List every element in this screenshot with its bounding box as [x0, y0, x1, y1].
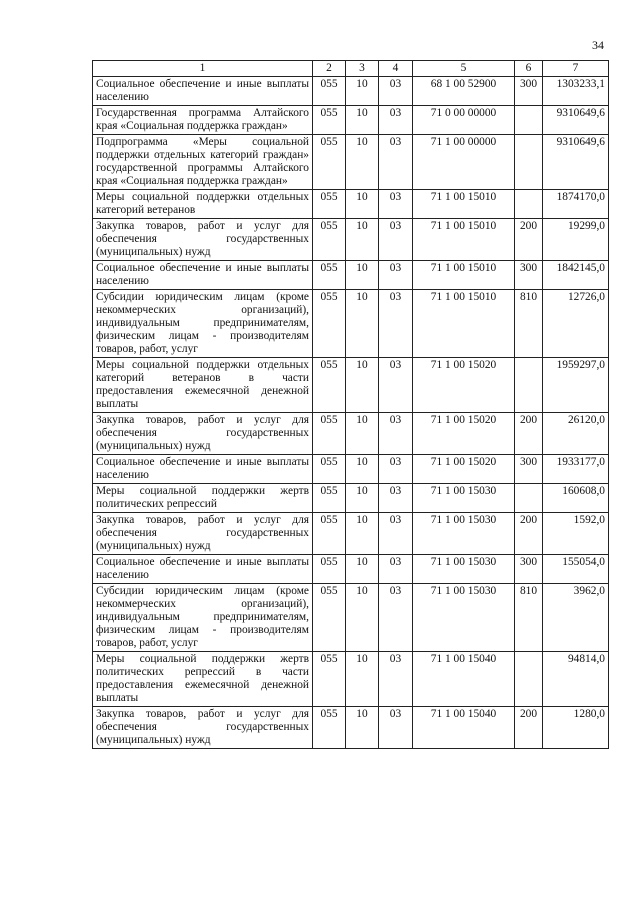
row-amount: 94814,0 — [543, 652, 609, 707]
row-ministry-code: 055 — [313, 135, 346, 190]
table-row — [93, 652, 609, 707]
table-row — [93, 455, 609, 484]
row-description: Субсидии юридическим лицам (кроме некоммерческих организаций), индивидуальным предпринимателям, физическим лицам - производителям товаров, работ, услуг — [93, 584, 313, 652]
row-expense-type: 300 — [515, 555, 543, 584]
header-cell-6: 6 — [515, 61, 543, 77]
row-target-article: 71 1 00 15010 — [413, 261, 515, 290]
row-section-code: 10 — [346, 584, 379, 652]
row-section-code: 10 — [346, 261, 379, 290]
row-section-code: 10 — [346, 190, 379, 219]
table-row — [93, 555, 609, 584]
row-section-code: 10 — [346, 484, 379, 513]
row-description: Меры социальной поддержки жертв политических репрессий в части предоставления ежемесячной денежной выплаты — [93, 652, 313, 707]
row-expense-type: 200 — [515, 707, 543, 749]
row-expense-type: 200 — [515, 413, 543, 455]
header-cell-4: 4 — [379, 61, 413, 77]
row-target-article: 71 1 00 15010 — [413, 290, 515, 358]
table-row — [93, 358, 609, 413]
row-amount: 1874170,0 — [543, 190, 609, 219]
row-subsection-code: 03 — [379, 261, 413, 290]
table-row — [93, 106, 609, 135]
table-row — [93, 484, 609, 513]
row-description: Меры социальной поддержки жертв политических репрессий — [93, 484, 313, 513]
row-description: Государственная программа Алтайского края «Социальная поддержка граждан» — [93, 106, 313, 135]
row-expense-type: 810 — [515, 290, 543, 358]
row-description: Меры социальной поддержки отдельных категорий ветеранов — [93, 190, 313, 219]
row-section-code: 10 — [346, 555, 379, 584]
table-row — [93, 413, 609, 455]
row-ministry-code: 055 — [313, 106, 346, 135]
row-expense-type: 300 — [515, 77, 543, 106]
row-section-code: 10 — [346, 652, 379, 707]
table-row — [93, 135, 609, 190]
row-ministry-code: 055 — [313, 219, 346, 261]
row-target-article: 71 1 00 15010 — [413, 190, 515, 219]
row-description: Социальное обеспечение и иные выплаты населению — [93, 77, 313, 106]
row-description: Закупка товаров, работ и услуг для обеспечения государственных (муниципальных) нужд — [93, 513, 313, 555]
row-subsection-code: 03 — [379, 707, 413, 749]
header-cell-2: 2 — [313, 61, 346, 77]
table-row — [93, 584, 609, 652]
row-ministry-code: 055 — [313, 555, 346, 584]
budget-table — [92, 60, 609, 749]
row-description: Закупка товаров, работ и услуг для обеспечения государственных (муниципальных) нужд — [93, 219, 313, 261]
row-section-code: 10 — [346, 290, 379, 358]
row-ministry-code: 055 — [313, 358, 346, 413]
row-ministry-code: 055 — [313, 290, 346, 358]
row-ministry-code: 055 — [313, 707, 346, 749]
row-expense-type: 300 — [515, 455, 543, 484]
row-subsection-code: 03 — [379, 106, 413, 135]
row-subsection-code: 03 — [379, 219, 413, 261]
row-ministry-code: 055 — [313, 190, 346, 219]
row-section-code: 10 — [346, 219, 379, 261]
row-amount: 9310649,6 — [543, 106, 609, 135]
row-section-code: 10 — [346, 707, 379, 749]
row-amount: 12726,0 — [543, 290, 609, 358]
row-subsection-code: 03 — [379, 584, 413, 652]
row-expense-type — [515, 358, 543, 413]
row-amount: 3962,0 — [543, 584, 609, 652]
row-amount: 155054,0 — [543, 555, 609, 584]
row-target-article: 71 0 00 00000 — [413, 106, 515, 135]
table-row — [93, 261, 609, 290]
row-section-code: 10 — [346, 513, 379, 555]
row-ministry-code: 055 — [313, 513, 346, 555]
row-description: Закупка товаров, работ и услуг для обеспечения государственных (муниципальных) нужд — [93, 413, 313, 455]
row-subsection-code: 03 — [379, 190, 413, 219]
row-target-article: 71 1 00 15010 — [413, 219, 515, 261]
row-subsection-code: 03 — [379, 290, 413, 358]
row-section-code: 10 — [346, 106, 379, 135]
row-expense-type — [515, 484, 543, 513]
row-amount: 1592,0 — [543, 513, 609, 555]
row-expense-type — [515, 190, 543, 219]
row-ministry-code: 055 — [313, 484, 346, 513]
row-ministry-code: 055 — [313, 77, 346, 106]
row-expense-type — [515, 106, 543, 135]
row-expense-type: 300 — [515, 261, 543, 290]
row-amount: 9310649,6 — [543, 135, 609, 190]
row-ministry-code: 055 — [313, 413, 346, 455]
row-subsection-code: 03 — [379, 135, 413, 190]
row-ministry-code: 055 — [313, 261, 346, 290]
row-description: Подпрограмма «Меры социальной поддержки отдельных категорий граждан» государственной программы Алтайского края «Социальная поддержка граждан» — [93, 135, 313, 190]
row-amount: 1280,0 — [543, 707, 609, 749]
row-target-article: 71 1 00 15020 — [413, 455, 515, 484]
row-target-article: 71 1 00 15030 — [413, 513, 515, 555]
row-subsection-code: 03 — [379, 77, 413, 106]
row-target-article: 71 1 00 15020 — [413, 358, 515, 413]
row-subsection-code: 03 — [379, 652, 413, 707]
row-amount: 26120,0 — [543, 413, 609, 455]
row-target-article: 71 1 00 15030 — [413, 584, 515, 652]
row-amount: 1933177,0 — [543, 455, 609, 484]
row-subsection-code: 03 — [379, 455, 413, 484]
row-expense-type: 200 — [515, 219, 543, 261]
row-amount: 1303233,1 — [543, 77, 609, 106]
table-row — [93, 707, 609, 749]
row-subsection-code: 03 — [379, 358, 413, 413]
page-number: 34 — [592, 38, 604, 52]
row-subsection-code: 03 — [379, 484, 413, 513]
row-section-code: 10 — [346, 358, 379, 413]
row-ministry-code: 055 — [313, 584, 346, 652]
row-section-code: 10 — [346, 135, 379, 190]
row-target-article: 71 1 00 00000 — [413, 135, 515, 190]
header-cell-1: 1 — [93, 61, 313, 77]
row-expense-type: 810 — [515, 584, 543, 652]
row-expense-type — [515, 652, 543, 707]
row-subsection-code: 03 — [379, 413, 413, 455]
header-cell-7: 7 — [543, 61, 609, 77]
row-description: Меры социальной поддержки отдельных категорий ветеранов в части предоставления ежемесячной денежной выплаты — [93, 358, 313, 413]
row-target-article: 71 1 00 15040 — [413, 652, 515, 707]
header-cell-3: 3 — [346, 61, 379, 77]
table-row — [93, 290, 609, 358]
row-amount: 19299,0 — [543, 219, 609, 261]
row-target-article: 68 1 00 52900 — [413, 77, 515, 106]
row-target-article: 71 1 00 15040 — [413, 707, 515, 749]
row-target-article: 71 1 00 15030 — [413, 484, 515, 513]
row-amount: 160608,0 — [543, 484, 609, 513]
row-expense-type — [515, 135, 543, 190]
header-cell-5: 5 — [413, 61, 515, 77]
row-section-code: 10 — [346, 413, 379, 455]
row-subsection-code: 03 — [379, 555, 413, 584]
table-row — [93, 190, 609, 219]
row-section-code: 10 — [346, 455, 379, 484]
row-description: Закупка товаров, работ и услуг для обеспечения государственных (муниципальных) нужд — [93, 707, 313, 749]
row-ministry-code: 055 — [313, 652, 346, 707]
row-ministry-code: 055 — [313, 455, 346, 484]
row-subsection-code: 03 — [379, 513, 413, 555]
row-section-code: 10 — [346, 77, 379, 106]
header-row — [93, 61, 609, 77]
row-amount: 1959297,0 — [543, 358, 609, 413]
row-target-article: 71 1 00 15030 — [413, 555, 515, 584]
row-description: Социальное обеспечение и иные выплаты населению — [93, 261, 313, 290]
row-target-article: 71 1 00 15020 — [413, 413, 515, 455]
row-description: Социальное обеспечение и иные выплаты населению — [93, 555, 313, 584]
row-description: Субсидии юридическим лицам (кроме некоммерческих организаций), индивидуальным предпринимателям, физическим лицам - производителям товаров, работ, услуг — [93, 290, 313, 358]
row-expense-type: 200 — [515, 513, 543, 555]
row-description: Социальное обеспечение и иные выплаты населению — [93, 455, 313, 484]
table-row — [93, 513, 609, 555]
table-row — [93, 77, 609, 106]
table-row — [93, 219, 609, 261]
row-amount: 1842145,0 — [543, 261, 609, 290]
